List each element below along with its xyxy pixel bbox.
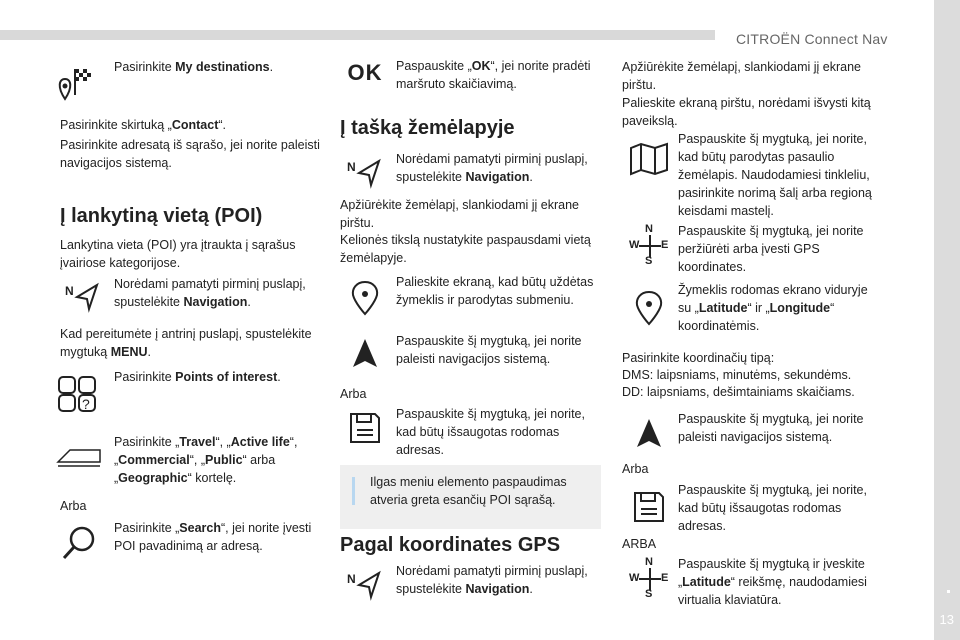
- compass-icon: N W E S: [629, 223, 669, 267]
- paragraph-menu: Kad pereitumėte į antrinį puslapį, spustelėkite mygtuką MENU.: [60, 327, 312, 359]
- step-save-address-1: Paspauskite šį mygtuką, jei norite, kad būtų išsaugotas rodomas adresas.: [396, 407, 585, 457]
- step-points-of-interest: Pasirinkite Points of interest.: [114, 370, 281, 384]
- navigate-arrow-icon: [342, 330, 388, 376]
- svg-text:N: N: [65, 284, 74, 298]
- step-categories: Pasirinkite „Travel“, „Active life“, „Commercial“, „Public“ arba „Geographic“ kortelę.: [114, 435, 298, 485]
- paragraph-scroll-map: Apžiūrėkite žemėlapį, slankiodami jį ekrane pirštu.: [340, 198, 580, 230]
- label-arba-2: Arba: [340, 387, 367, 401]
- navigation-arrow-icon: [340, 148, 386, 194]
- destination-flag-icon: [52, 62, 98, 108]
- navigate-arrow-icon: [626, 410, 672, 456]
- paragraph-dms: DMS: laipsniams, minutėms, sekundėms.: [622, 368, 852, 382]
- heading-gps: Pagal koordinates GPS: [340, 534, 561, 556]
- paragraph-dd: DD: laipsniams, dešimtainiams skaičiams.: [622, 385, 855, 399]
- paragraph-scroll-map-2: Apžiūrėkite žemėlapį, slankiodami jį ekrane pirštu.: [622, 60, 862, 92]
- svg-text:N: N: [347, 572, 356, 586]
- poi-icon: [54, 370, 100, 416]
- paragraph-set-destination: Kelionės tikslą nustatykite paspausdami vietą žemėlapyje.: [340, 233, 591, 265]
- step-navigation-3: Norėdami pamatyti pirminį puslapį, spustelėkite Navigation.: [396, 564, 588, 596]
- step-marker-center: Žymeklis rodomas ekrano viduryje su „Latitude“ ir „Longitude“ koordinatėmis.: [678, 283, 868, 333]
- page-number: 13: [939, 612, 954, 627]
- svg-text:N: N: [347, 160, 356, 174]
- step-touch-screen: Palieskite ekraną, kad būtų uždėtas žymeklis ir parodytas submeniu.: [396, 275, 594, 307]
- step-my-destinations: Pasirinkite My destinations.: [114, 60, 274, 74]
- label-arba-3: Arba: [622, 462, 649, 476]
- step-enter-latitude: Paspauskite šį mygtuką ir įveskite „Latitude“ reikšmę, naudodamiesi virtualia klaviatūra.: [678, 557, 867, 607]
- save-icon: [342, 405, 388, 451]
- label-arba-caps: ARBA: [622, 537, 657, 551]
- search-icon: [56, 520, 102, 566]
- heading-poi: Į lankytiną vietą (POI): [60, 205, 263, 227]
- paragraph-coordinate-type: Pasirinkite koordinačių tipą:: [622, 351, 775, 365]
- save-icon: [626, 484, 672, 530]
- step-world-map: Paspauskite šį mygtuką, jei norite, kad būtų parodytas pasaulio žemėlapis. Naudodamiesi tinkleliu, pasirinkite norimą šalį arba regioną keisdami mastelį.: [678, 132, 872, 218]
- info-note: [340, 465, 601, 529]
- paragraph-touch-screen: Palieskite ekraną pirštu, norėdami išvysti kitą paveikslą.: [622, 96, 871, 128]
- step-save-address-2: Paspauskite šį mygtuką, jei norite, kad būtų išsaugotas rodomas adresas.: [678, 483, 867, 533]
- step-navigation-2: Norėdami pamatyti pirminį puslapį, spustelėkite Navigation.: [396, 152, 588, 184]
- paragraph-poi: Lankytina vieta (POI) yra įtraukta į sąrašus įvairiose kategorijose.: [60, 238, 296, 270]
- page-sidebar: [934, 0, 960, 640]
- step-start-navigation-1: Paspauskite šį mygtuką, jei norite paleisti navigacijos sistemą.: [396, 334, 582, 366]
- label-arba-1: Arba: [60, 499, 87, 513]
- svg-text:?: ?: [82, 396, 90, 412]
- heading-map-point: Į tašką žemėlapyje: [340, 117, 515, 139]
- tabs-icon: [56, 432, 102, 478]
- header-bar: [0, 30, 715, 40]
- step-navigation-1: Norėdami pamatyti pirminį puslapį, spustelėkite Navigation.: [114, 277, 306, 309]
- compass-icon: N W E S: [629, 556, 669, 600]
- world-map-icon: [626, 135, 672, 181]
- ok-icon: OK: [347, 60, 383, 85]
- info-note-text: Ilgas meniu elemento paspaudimas atveria greta esančių POI sąrašą.: [370, 475, 567, 507]
- step-start-navigation-2: Paspauskite šį mygtuką, jei norite paleisti navigacijos sistemą.: [678, 412, 864, 444]
- map-pin-icon: [342, 275, 388, 321]
- step-search: Pasirinkite „Search“, jei norite įvesti POI pavadinimą ar adresą.: [114, 521, 312, 553]
- map-pin-icon: [626, 285, 672, 331]
- manual-title: CITROËN Connect Nav: [736, 31, 888, 47]
- step-gps-coordinates: Paspauskite šį mygtuką, jei norite peržiūrėti arba įvesti GPS koordinates.: [678, 224, 864, 274]
- step-ok: Paspauskite „OK“, jei norite pradėti maršruto skaičiavimą.: [396, 59, 591, 91]
- info-icon: [352, 477, 355, 505]
- paragraph-select-contact: Pasirinkite adresatą iš sąrašo, jei norite paleisti navigacijos sistemą.: [60, 138, 320, 170]
- navigation-arrow-icon: [58, 272, 104, 318]
- paragraph-contact: Pasirinkite skirtuką „Contact“.: [60, 118, 227, 132]
- navigation-arrow-icon: [340, 560, 386, 606]
- page-marker: [947, 590, 950, 593]
